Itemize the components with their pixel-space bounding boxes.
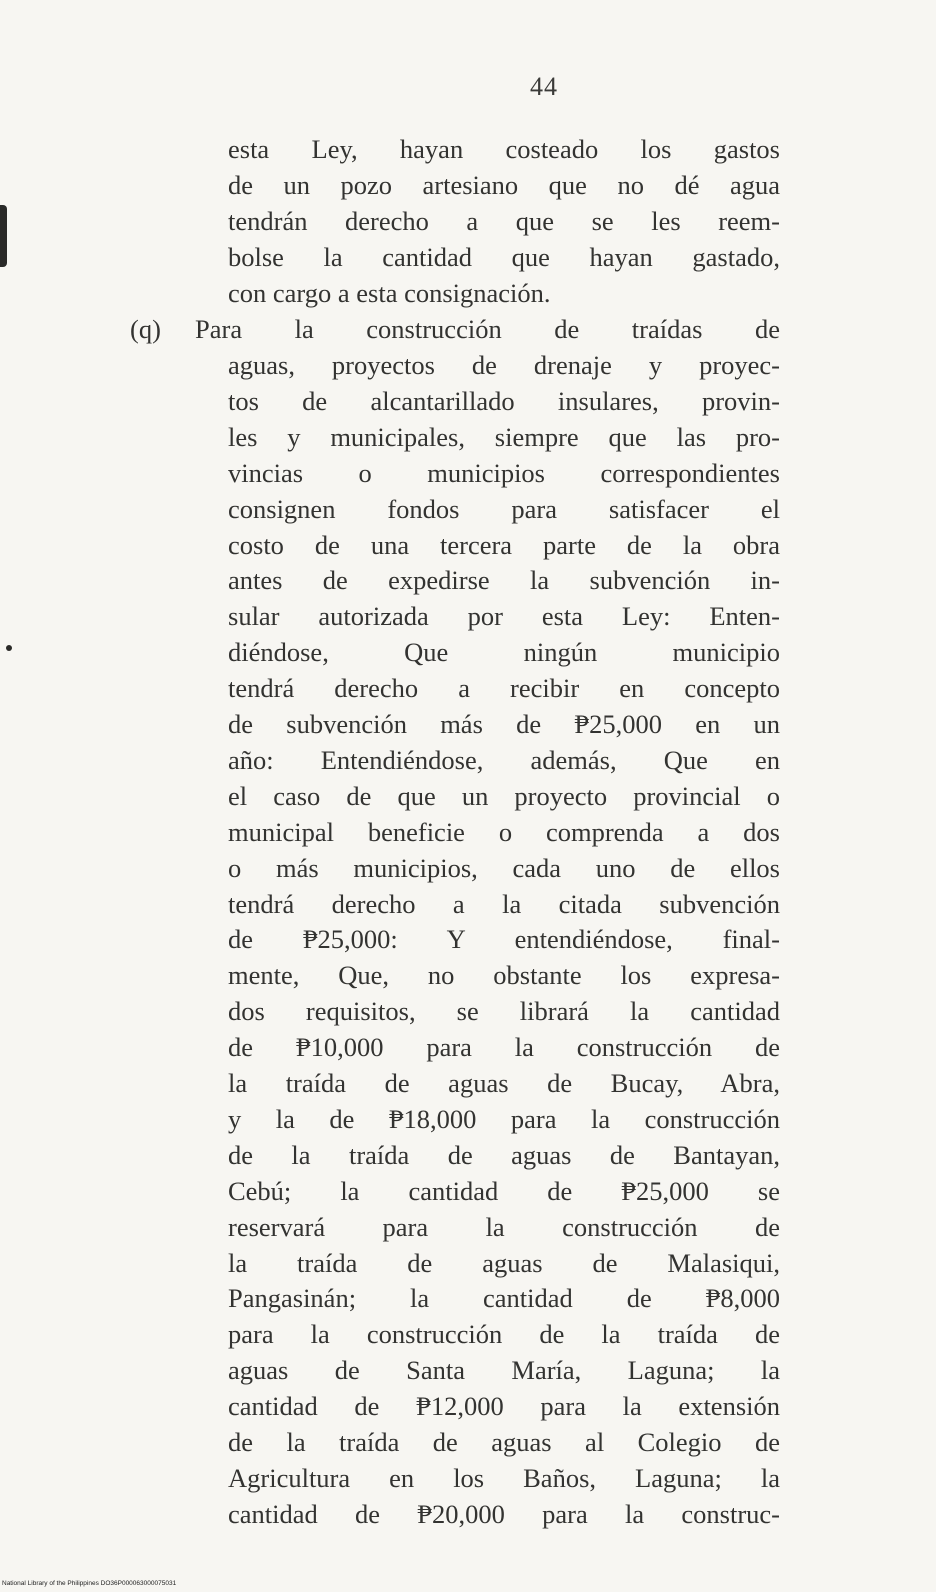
text-line: cantidad de ₱12,000 para la extensión (228, 1391, 780, 1421)
text-line: tendrá derecho a la citada subvención (228, 889, 780, 919)
text-line: vincias o municipios correspondientes (228, 458, 780, 488)
text-line: esta Ley, hayan costeado los gastos (228, 134, 780, 164)
text-line: les y municipales, siempre que las pro- (228, 422, 780, 452)
text-line: y la de ₱18,000 para la construcción (228, 1104, 780, 1134)
text-line: diéndose, Que ningún municipio (228, 637, 780, 667)
item-label: (q) (130, 314, 161, 344)
text-line: antes de expedirse la subvención in- (228, 565, 780, 595)
text-line: tendrán derecho a que se les reem- (228, 206, 780, 236)
text-line: Agricultura en los Baños, Laguna; la (228, 1463, 780, 1493)
text-line: con cargo a esta consignación. (228, 278, 551, 308)
text-line: aguas, proyectos de drenaje y proyec- (228, 350, 780, 380)
text-line: la traída de aguas de Bucay, Abra, (228, 1068, 780, 1098)
text-line: de ₱25,000: Y entendiéndose, final- (228, 924, 780, 954)
text-line: costo de una tercera parte de la obra (228, 530, 780, 560)
text-line: de la traída de aguas de Bantayan, (228, 1140, 780, 1170)
margin-dot-mark (6, 645, 12, 651)
text-line: Pangasinán; la cantidad de ₱8,000 (228, 1283, 780, 1313)
text-line: año: Entendiéndose, además, Que en (228, 745, 780, 775)
binding-edge-mark (0, 205, 7, 267)
text-line: consignen fondos para satisfacer el (228, 494, 780, 524)
text-line: aguas de Santa María, Laguna; la (228, 1355, 780, 1385)
text-line: o más municipios, cada uno de ellos (228, 853, 780, 883)
text-line: Para la construcción de traídas de (195, 314, 780, 344)
text-line: Cebú; la cantidad de ₱25,000 se (228, 1176, 780, 1206)
text-line: de ₱10,000 para la construcción de (228, 1032, 780, 1062)
text-line: de la traída de aguas al Colegio de (228, 1427, 780, 1457)
text-line: tendrá derecho a recibir en concepto (228, 673, 780, 703)
text-line: dos requisitos, se librará la cantidad (228, 996, 780, 1026)
text-line: de subvención más de ₱25,000 en un (228, 709, 780, 739)
text-line: bolse la cantidad que hayan gastado, (228, 242, 780, 272)
page-number: 44 (530, 72, 558, 101)
text-line: para la construcción de la traída de (228, 1319, 780, 1349)
text-line: municipal beneficie o comprenda a dos (228, 817, 780, 847)
text-line: reservará para la construcción de (228, 1212, 780, 1242)
footer-credit: National Library of the Philippines DO36P000063000075031 (2, 1580, 177, 1587)
text-line: mente, Que, no obstante los expresa- (228, 960, 780, 990)
text-line: tos de alcantarillado insulares, provin- (228, 386, 780, 416)
text-line: la traída de aguas de Malasiqui, (228, 1248, 780, 1278)
text-line: de un pozo artesiano que no dé agua (228, 170, 780, 200)
text-line: el caso de que un proyecto provincial o (228, 781, 780, 811)
text-line: cantidad de ₱20,000 para la construc- (228, 1499, 780, 1529)
text-line: sular autorizada por esta Ley: Enten- (228, 601, 780, 631)
